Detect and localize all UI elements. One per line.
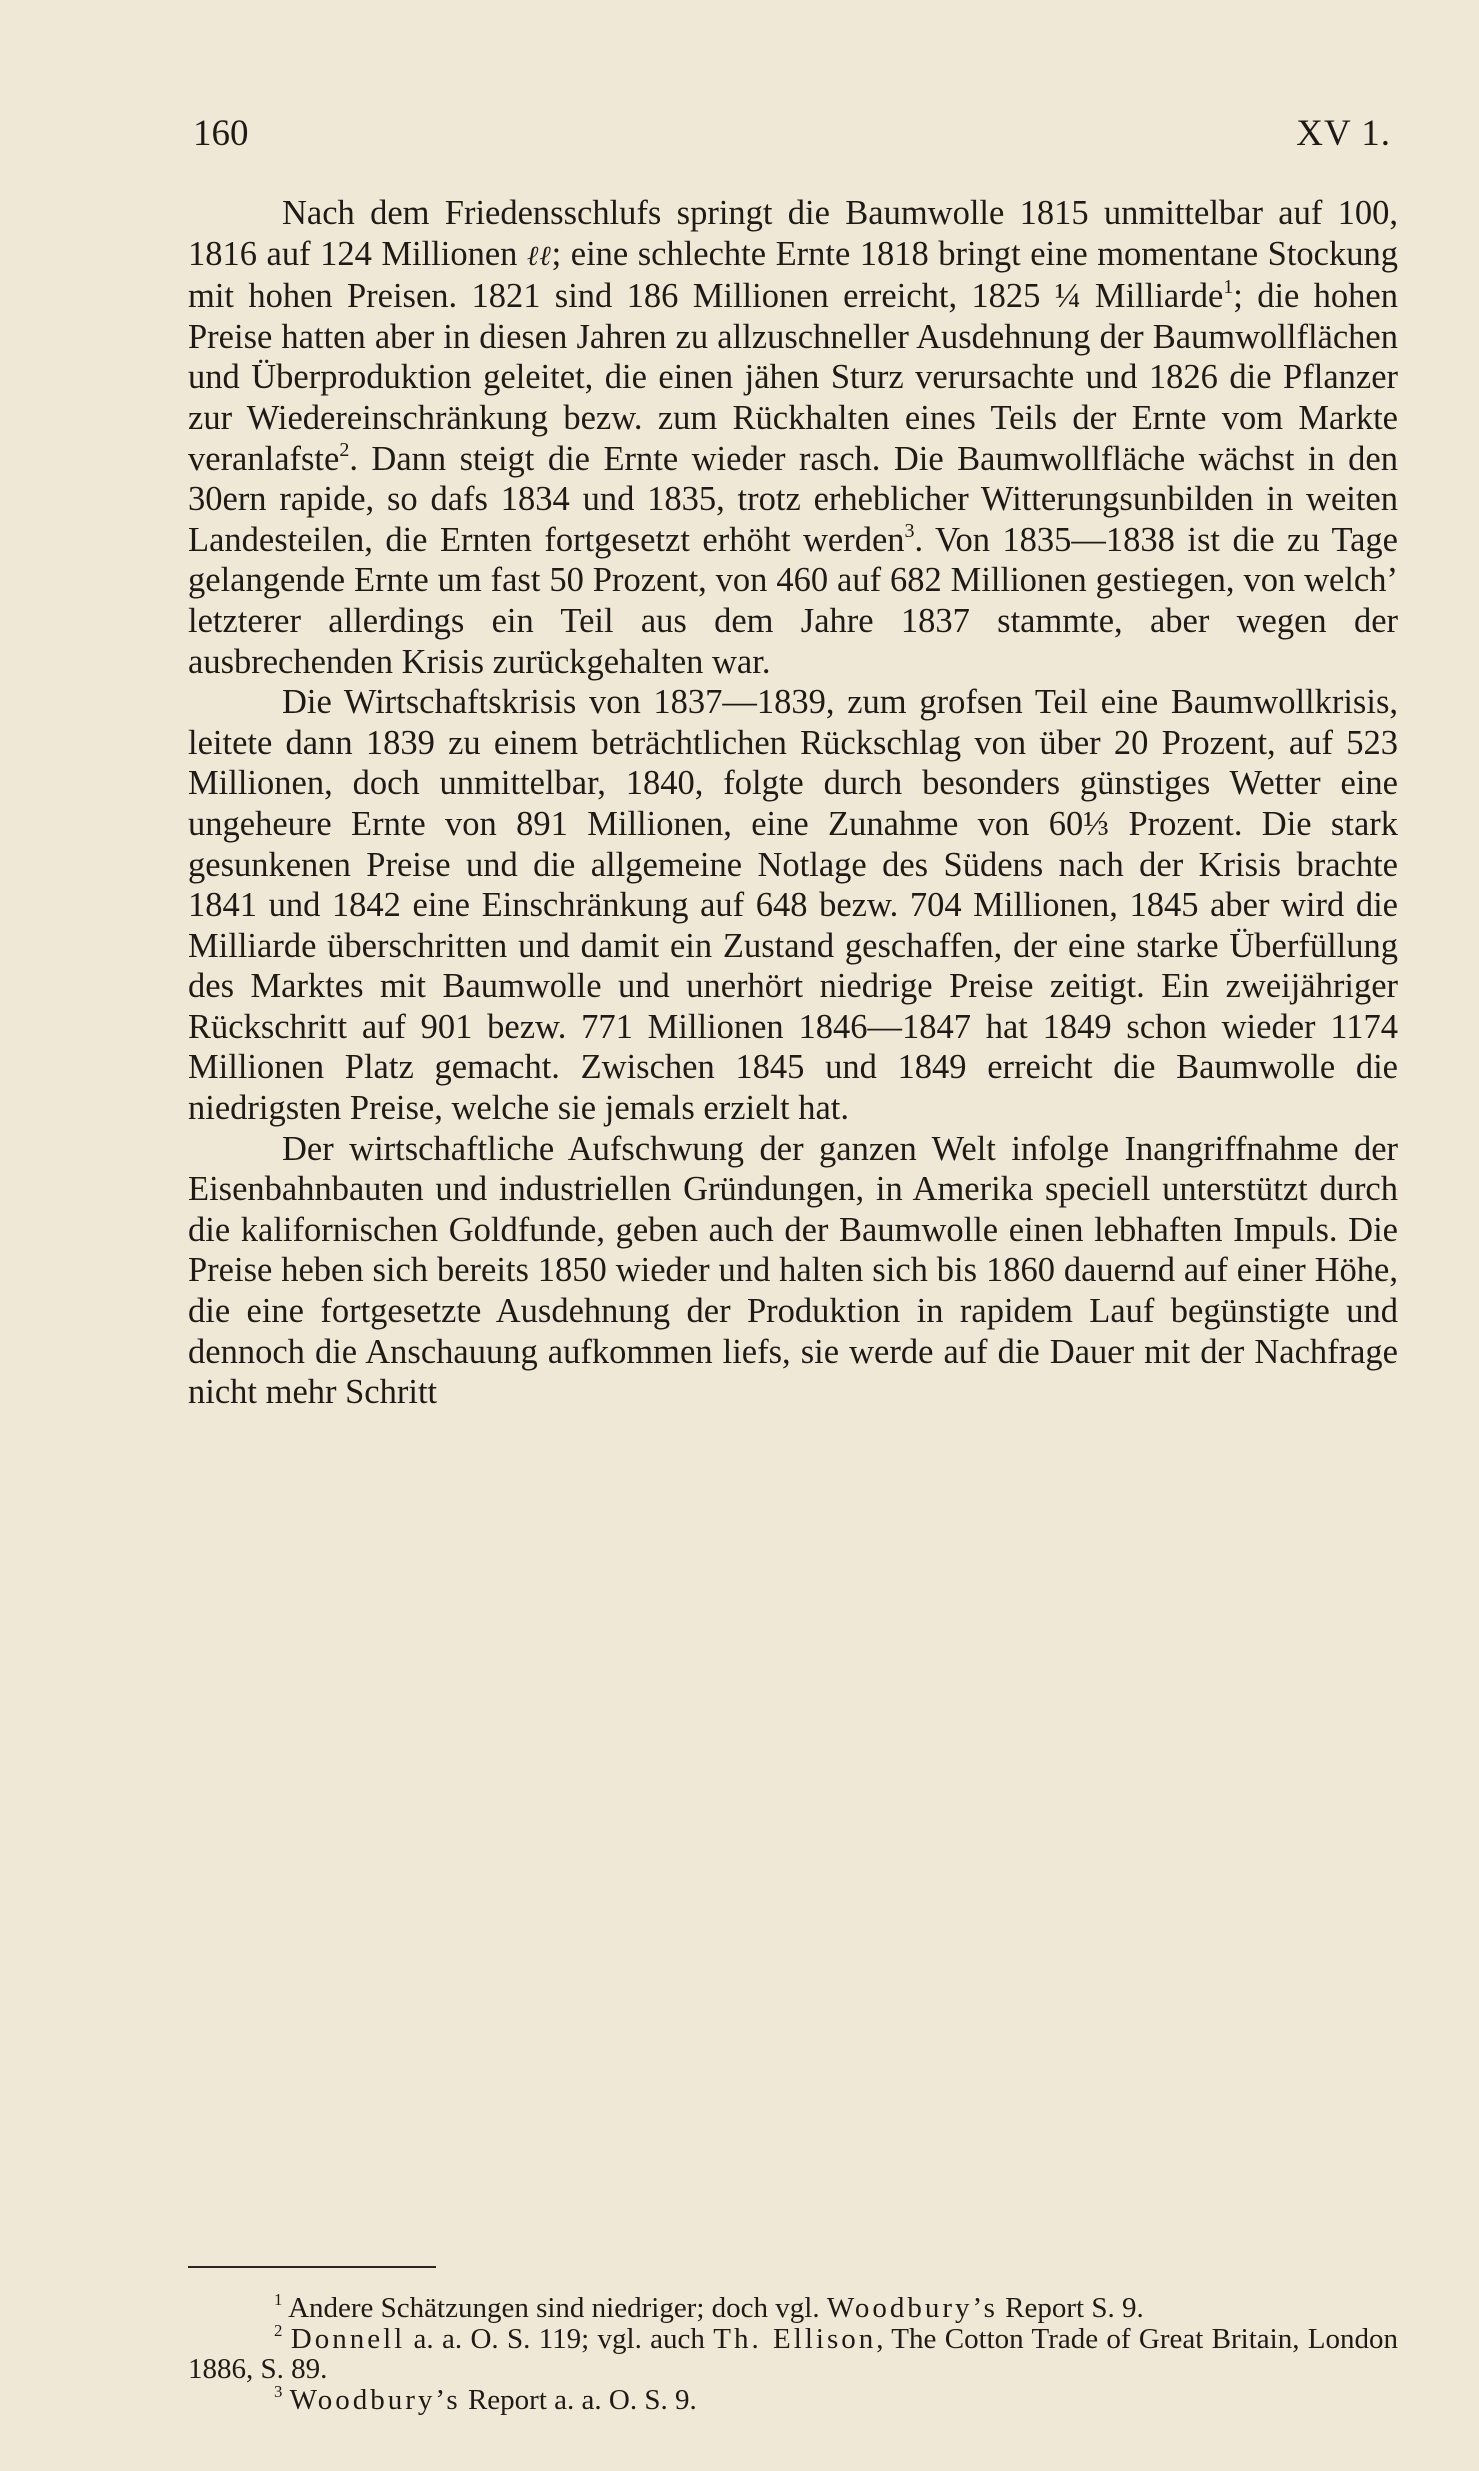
footnote-2-author-2: Th. Ellison [713,2322,877,2355]
footnote-1-text-b: Report S. 9. [997,2292,1144,2324]
paragraph-1-text-b: ; eine schlechte Ernte 1818 bringt eine momentane Stockung mit hohen Preisen. 1821 sind 186 Millionen erreicht, 1825 ¼ Milliarde [188,234,1398,316]
footnote-ref-2: 2 [339,438,350,461]
page-number: 160 [193,113,249,154]
pound-weight-symbol: ℓℓ [526,239,552,271]
footnote-3-author: Woodbury’s [289,2383,461,2416]
paragraph-1-text-e: . Von 1835—1838 ist die zu Tage gelangende Ernte um fast 50 Prozent, von 460 auf 682 Millionen gestiegen, von welch’ letzterer allerdings ein Teil aus dem Jahre 1837 stammte, aber wegen der ausbrechenden Krisis zurückgehalten war. [188,520,1398,681]
page-header [193,112,1391,172]
footnote-divider [188,2266,436,2268]
footnote-ref-3: 3 [904,519,915,542]
main-text [188,193,1398,1413]
paragraph-1-text-d: . Dann steigt die Ernte wieder rasch. Die Baumwollfläche wächst in den 30ern rapide, so dafs 1834 und 1835, trotz erheblicher Witterungsunbilden in weiten Landesteilen, die Ernten fortgesetzt erhöht werden [188,439,1398,559]
footnote-1-text-a: Andere Schätzungen sind niedriger; doch vgl. [288,2292,827,2324]
paragraph-1-text-a: Nach dem Friedensschlufs springt die Baumwolle 1815 unmittelbar auf 100, 1816 auf 124 Millionen [188,194,1398,273]
paragraph-1-text-c: ; die hohen Preise hatten aber in diesen Jahren zu allzuschneller Ausdehnung der Baumwollflächen und Überproduktion geleitet, die einen jähen Sturz verursachte und 1826 die Pflanzer zur Wiedereinschränkung bezw. zum Rückhalten eines Teils der Ernte vom Markte veranlafste [188,277,1398,478]
footnotes [188,2290,1399,2416]
paragraph-3: Der wirtschaftliche Aufschwung der ganzen Welt infolge Inangriffnahme der Eisenbahnbauten und industriellen Gründungen, in Amerika speciell unterstützt durch die kalifornischen Goldfunde, geben auch der Baumwolle einen lebhaften Impuls. Die Preise heben sich bereits 1850 wieder und halten sich bis 1860 dauernd auf einer Höhe, die eine fortgesetzte Ausdehnung der Produktion in rapidem Lauf begünstigte und dennoch die Anschauung aufkommen liefs, sie werde auf die Dauer mit der Nachfrage nicht mehr Schritt [188,1129,1398,1412]
footnote-1-marker: 1 [274,2290,283,2310]
footnote-2-text-a: a. a. O. S. 119; vgl. auch [405,2322,714,2355]
footnote-1 [188,2290,1398,2324]
chapter-marker: XV 1. [1296,113,1391,154]
footnote-2-marker: 2 [274,2320,283,2340]
paragraph-1 [188,193,1398,682]
footnote-ref-1: 1 [1223,276,1234,299]
footnote-2-author: Donnell [290,2322,406,2355]
footnote-3-text: Report a. a. O. S. 9. [460,2383,697,2416]
footnote-1-author: Woodbury’s [826,2292,998,2324]
footnote-3 [188,2381,1398,2416]
footnote-2 [188,2320,1399,2385]
paragraph-2: Die Wirtschaftskrisis von 1837—1839, zum grofsen Teil eine Baumwollkrisis, leitete dann 1839 zu einem beträchtlichen Rückschlag von über 20 Prozent, auf 523 Millionen, doch unmittelbar, 1840, folgte durch besonders günstiges Wetter eine ungeheure Ernte von 891 Millionen, eine Zunahme von 60⅓ Prozent. Die stark gesunkenen Preise und die allgemeine Notlage des Südens nach der Krisis brachte 1841 und 1842 eine Einschränkung auf 648 bezw. 704 Millionen, 1845 aber wird die Milliarde überschritten und damit ein Zustand geschaffen, der eine starke Überfüllung des Marktes mit Baumwolle und unerhört niedrige Preise zeitigt. Ein zweijähriger Rückschritt auf 901 bezw. 771 Millionen 1846—1847 hat 1849 schon wieder 1174 Millionen Platz gemacht. Zwischen 1845 und 1849 erreicht die Baumwolle die niedrigsten Preise, welche sie jemals erzielt hat. [188,683,1398,1128]
footnote-2-text-b: , The Cotton Trade of Great Britain, London 1886, S. 89. [188,2322,1399,2385]
footnote-3-marker: 3 [274,2381,283,2401]
